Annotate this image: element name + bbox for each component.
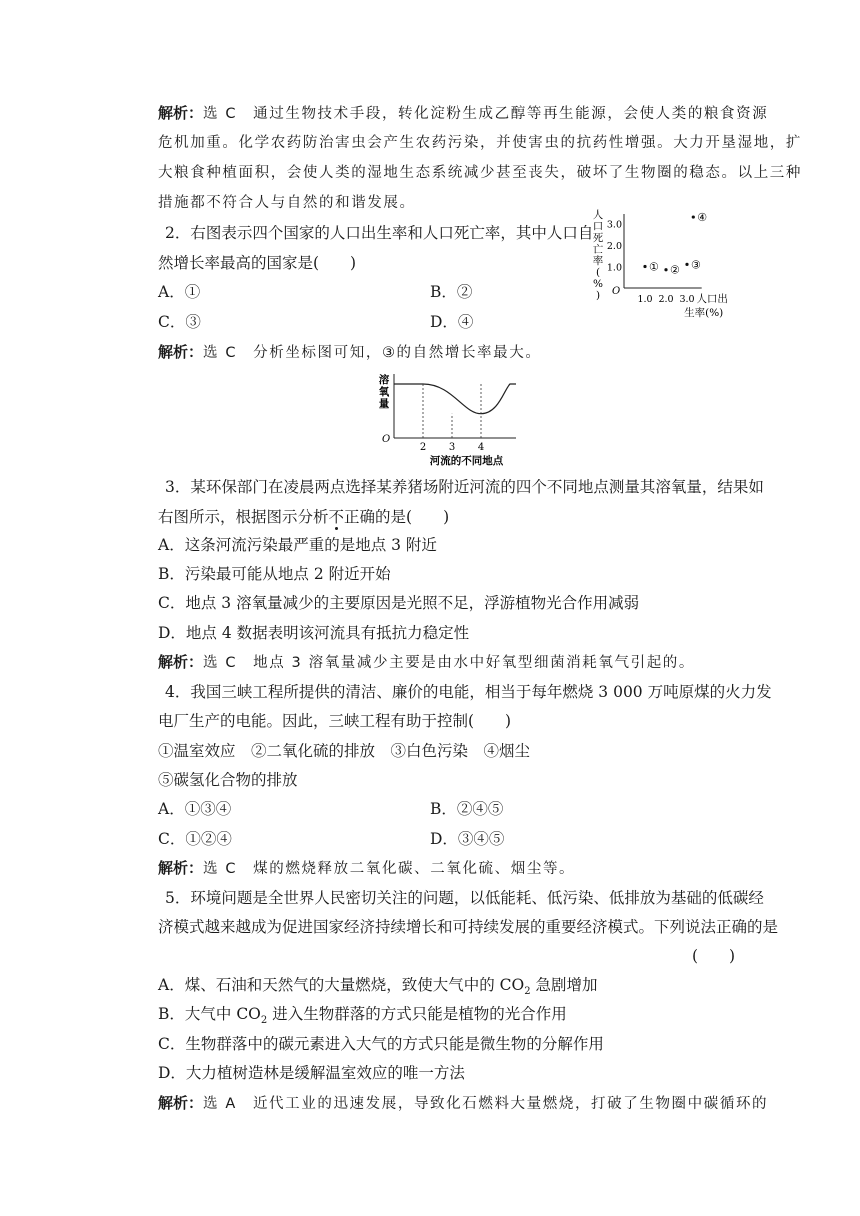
x-axis-label: 河流的不同地点: [429, 455, 504, 467]
q4-option-c: C．①②④: [158, 830, 232, 848]
q2-option-c: C．③: [158, 313, 201, 331]
q5-analysis: [158, 1093, 768, 1114]
y-axis-label-char: 率: [592, 255, 604, 267]
q1-analysis-line-2: 危机加重。化学农药防治害虫会产生农药污染，并使害虫的抗药性增强。大力开垦湿地，扩: [158, 135, 802, 151]
q4-option-d: D．③④⑤: [430, 830, 505, 848]
subscript: 2: [260, 1015, 268, 1027]
q4-stem-line-1: 4．我国三峡工程所提供的清洁、廉价的电能，相当于每年燃烧 3 000 万吨原煤的火力发: [165, 683, 772, 701]
q4-option-b: B．②④⑤: [430, 800, 504, 818]
x-tick-label: 3: [448, 442, 456, 453]
oxygen-curve: [394, 384, 516, 414]
q4-choices-line-1: ①温室效应 ②二氧化硫的排放 ③白色污染 ④烟尘: [158, 742, 531, 760]
x-axis-label: 生率(%): [684, 307, 724, 318]
q3-stem-line-2: [158, 507, 449, 527]
q5-stem-line-2: 济模式越来越成为促进国家经济持续增长和可持续发展的重要经济模式。下列说法正确的是: [158, 918, 779, 936]
q3-stem-text: 正确的是( ): [344, 508, 450, 526]
data-point-label: ②: [670, 263, 680, 277]
q3-option-a: A．这条河流污染最严重的是地点 3 附近: [158, 536, 437, 554]
analysis-text: 选 C 煤的燃烧释放二氧化碳、二氧化硫、烟尘等。: [203, 861, 576, 877]
x-tick-label: 3.0: [679, 294, 695, 305]
analysis-label: 解析：: [158, 653, 204, 671]
analysis-text: 选 C 地点 3 溶氧量减少主要是由水中好氧型细菌消耗氧气引起的。: [203, 655, 695, 671]
q5-option-d: D．大力植树造林是缓解温室效应的唯一方法: [158, 1064, 465, 1082]
q1-analysis-line-1: [158, 103, 768, 124]
y-axis-label-char: 亡: [592, 243, 604, 256]
q2-stem-line-2: 然增长率最高的国家是( ): [158, 254, 357, 272]
y-axis-label-char: ): [595, 289, 601, 302]
analysis-text: 选 A 近代工业的迅速发展，导致化石燃料大量燃烧，打破了生物圈中碳循环的: [203, 1096, 769, 1112]
q5-stem-line-1: 5．环境问题是全世界人民密切关注的问题，以低能耗、低污染、低排放为基础的低碳经: [165, 889, 764, 907]
data-point: [643, 265, 646, 268]
q3-option-c: C．地点 3 溶氧量减少的主要原因是光照不足，浮游植物光合作用减弱: [158, 594, 640, 612]
origin-label: O: [612, 286, 621, 297]
q2-analysis: [158, 342, 541, 363]
data-point-label: ③: [691, 258, 701, 272]
q2-option-a: A．①: [158, 283, 201, 301]
emphasis-dot-char: 不: [328, 508, 345, 526]
q4-choices-line-2: ⑤碳氢化合物的排放: [158, 771, 298, 789]
x-tick-label: 2.0: [658, 294, 674, 305]
q3-analysis: [158, 652, 695, 673]
subscript: 2: [524, 986, 531, 998]
q5-option-c: C．生物群落中的碳元素进入大气的方式只能是微生物的分解作用: [158, 1035, 604, 1053]
x-tick-label: 4: [477, 442, 485, 453]
option-text: B．大气中 CO: [158, 1005, 261, 1023]
option-text: 进入生物群落的方式只能是植物的光合作用: [267, 1005, 567, 1023]
data-point: [664, 268, 667, 271]
q3-option-b: B．污染最可能从地点 2 附近开始: [158, 565, 391, 583]
q4-analysis: [158, 858, 575, 879]
analysis-label: 解析：: [158, 343, 204, 361]
y-axis-label-char: %: [593, 278, 603, 290]
q5-option-b: [158, 1004, 567, 1031]
option-text: A．煤、石油和天然气的大量燃烧，致使大气中的 CO: [158, 976, 525, 994]
data-point-label: ④: [697, 211, 708, 225]
birth-death-rate-scatter-chart: [588, 208, 778, 318]
y-axis-label-char: 量: [378, 398, 390, 410]
x-tick-label: 2: [419, 442, 427, 453]
y-axis-label-char: 人: [592, 209, 604, 221]
y-tick-label: 1.0: [606, 262, 622, 274]
dissolved-oxygen-line-chart: [366, 370, 516, 470]
analysis-text: 选 C 分析坐标图可知，③的自然增长率最大。: [203, 345, 542, 361]
y-tick-label: 3.0: [606, 219, 622, 231]
x-axis-label: 人口出: [696, 293, 728, 305]
q1-analysis-line-4: 措施都不符合人与自然的和谐发展。: [158, 195, 416, 211]
q5-answer-bracket: ( ): [692, 947, 736, 965]
q5-option-a: [158, 975, 598, 1002]
x-tick-label: 1.0: [637, 294, 653, 305]
q1-analysis-line-3: 大粮食种植面积，会使人类的湿地生态系统减少甚至丧失，破坏了生物圈的稳态。以上三种: [158, 165, 802, 181]
data-point: [692, 215, 695, 218]
analysis-text: 选 C 通过生物技术手段，转化淀粉生成乙醇等再生能源，会使人类的粮食资源: [203, 106, 769, 122]
q3-option-d: D．地点 4 数据表明该河流具有抵抗力稳定性: [158, 624, 470, 642]
option-text: 急剧增加: [530, 976, 598, 994]
analysis-label: 解析：: [158, 859, 204, 877]
y-axis-label-char: 溶: [378, 374, 390, 386]
q2-stem-line-1: 2．右图表示四个国家的人口出生率和人口死亡率，其中人口自: [165, 224, 594, 242]
analysis-label: 解析：: [158, 104, 204, 122]
y-axis-label-char: (: [595, 266, 601, 279]
q4-option-a: A．①③④: [158, 800, 232, 818]
y-axis-label-char: 口: [592, 220, 604, 233]
y-axis-label-char: 死: [592, 232, 604, 244]
y-axis-label-char: 氧: [378, 386, 390, 398]
origin-label: O: [382, 434, 391, 445]
q4-stem-line-2: 电厂生产的电能。因此，三峡工程有助于控制( ): [158, 712, 512, 730]
q2-option-d: D．④: [430, 313, 474, 331]
data-point: [685, 263, 688, 266]
q3-stem-text: 右图所示，根据图示分析: [158, 508, 329, 526]
q2-option-b: B．②: [430, 283, 473, 301]
y-tick-label: 2.0: [606, 241, 622, 252]
q3-stem-line-1: 3．某环保部门在凌晨两点选择某养猪场附近河流的四个不同地点测量其溶氧量，结果如: [165, 478, 764, 496]
data-point-label: ①: [649, 260, 659, 274]
analysis-label: 解析：: [158, 1094, 204, 1112]
